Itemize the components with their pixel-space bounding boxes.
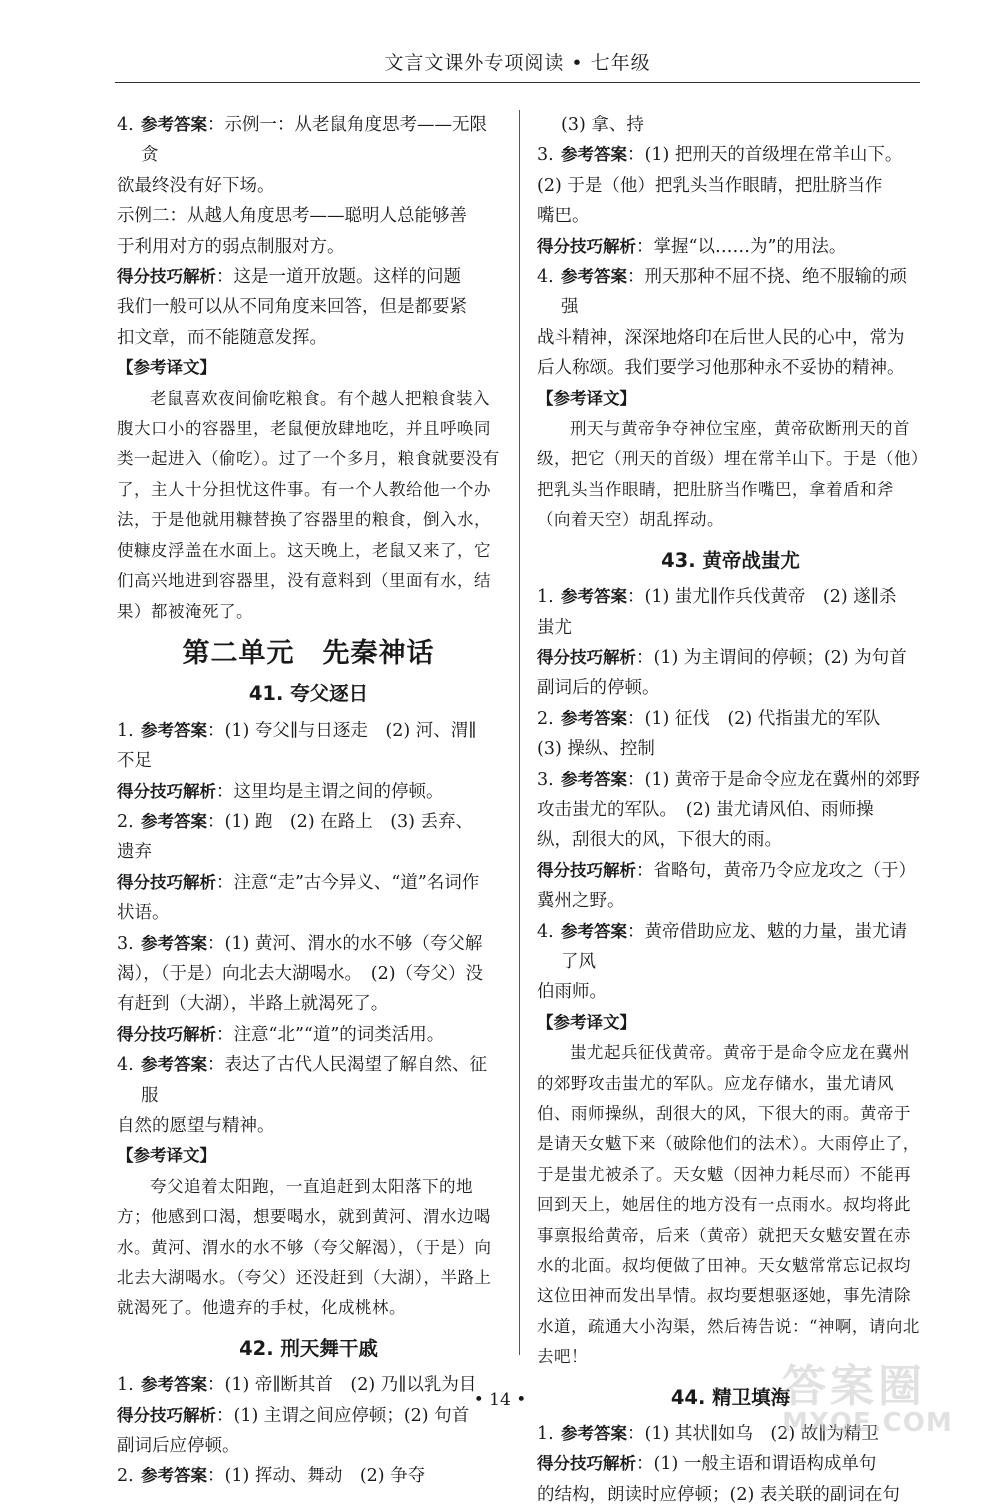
translation-tag: 【参考译文】 — [117, 1146, 216, 1166]
lesson-title: 43. 黄帝战蚩尤 — [661, 548, 800, 572]
answer-label: 参考答案 — [141, 115, 207, 134]
left-column — [117, 110, 500, 1492]
header-rule — [115, 82, 920, 83]
translation-text: 刑天与黄帝争夺神位宝座，黄帝砍断刑天的首级，把它（刑天的首级）埋在常羊山下。于是（他）把乳头当作眼睛，把肚脐当作嘴巴，拿着盾和斧（向着天空）胡乱挥动。 — [537, 419, 920, 530]
answer-continuation: (3) 拿、持 — [561, 115, 644, 135]
running-header: 文言文课外专项阅读 • 七年级 — [384, 52, 651, 74]
translation-tag: 【参考译文】 — [117, 358, 216, 378]
translation-tag: 【参考译文】 — [537, 1012, 636, 1032]
answer-item: 3. 参考答案：(1) 黄河、渭水的水不够（夸父解 渴），（于是）向北去大湖喝水。 (2)（夸父）没 有赶到（大湖），半路上就渴死了。 得分技巧解析：注意“北”“道”的词类活用。 — [117, 933, 484, 1045]
answer-item: 2. 参考答案：(1) 跑 (2) 在路上 (3) 丢弃、 遗弃 得分技巧解析：注意“走”古今异义、“道”名词作 状语。 — [117, 811, 480, 924]
answer-item: 3. 参考答案：(1) 黄帝于是命令应龙在冀州的郊野 攻击蚩尤的军队。 (2) 蚩尤请风伯、雨师操 纵，刮很大的风，下很大的雨。 得分技巧解析：省略句，黄帝乃令应龙攻之（于） 冀州之野。 — [537, 769, 920, 912]
answer-item: 3. 参考答案：(1) 把刑天的首级埋在常羊山下。 (2) 于是（他）把乳头当作眼睛，把肚脐当作 嘴巴。 得分技巧解析：掌握“以……为”的用法。 — [537, 145, 903, 257]
answer-item: 4. 参考答案：刑天那种不屈不挠、绝不服输的顽强 战斗精神，深深地烙印在后世人民的心中，常为 后人称颂。我们要学习他那种永不妥协的精神。 — [537, 267, 907, 379]
unit-title: 第二单元 先秦神话 — [182, 637, 435, 669]
translation-tag: 【参考译文】 — [537, 388, 636, 408]
translation-text: 蚩尤起兵征伐黄帝。黄帝于是命令应龙在冀州的郊野攻击蚩尤的军队。应龙存储水，蚩尤请风伯、雨师操纵，刮很大的风，下很大的雨。黄帝于是请天女魃下来（破除他们的法术）。大雨停止了，于是蚩尤被杀了。天女魃（因神力耗尽而）不能再回到天上，她居住的地方没有一点雨水。叔均将此事禀报给黄帝，后来（黄帝）就把天女魃安置在赤水的北面。叔均便做了田神。天女魃常常忘记叔均这位田神而发出旱情。叔均要想驱逐她，事先清除水道，疏通大小沟渠，然后祷告说：“神啊，请向北去吧！ — [537, 1043, 920, 1367]
answer-item: 2. 参考答案：(1) 挥动、舞动 (2) 争夺 — [117, 1466, 426, 1487]
answer-item: 4. 参考答案：黄帝借助应龙、魃的力量，蚩尤请了风 伯雨师。 — [537, 921, 907, 1003]
answer-item: 4. 参考答案：示例一：从老鼠角度思考——无限贪 欲最终没有好下场。 示例二：从越人角度思考——聪明人总能够善 于利用对方的弱点制服对方。 得分技巧解析：这是一道开放题。这样的问题 我们一般可以从不同角度来回答，但是都要紧 扣文章，而不能随意发挥。 — [117, 115, 487, 348]
answer-item: 2. 参考答案：(1) 征伐 (2) 代指蚩尤的军队 (3) 操纵、控制 — [537, 708, 881, 760]
answer-item: 1. 参考答案：(1) 帝∥断其首 (2) 乃∥以乳为目 得分技巧解析：(1) 主谓之间应停顿；(2) 句首 副词后应停顿。 — [117, 1375, 477, 1457]
right-column — [537, 110, 924, 1510]
translation-text: 夸父追着太阳跑，一直追赶到太阳落下的地方；他感到口渴，想要喝水，就到黄河、渭水边喝水。黄河、渭水的水不够（夸父解渴），（于是）向北去大湖喝水。（夸父）还没赶到（大湖），半路上就渴死了。他遗弃的手杖，化成桃林。 — [117, 1176, 492, 1318]
lesson-title: 42. 刑天舞干戚 — [239, 1336, 378, 1360]
answer-item: 1. 参考答案：(1) 蚩尤∥作兵伐黄帝 (2) 遂∥杀 蚩尤 得分技巧解析：(1) 为主谓间的停顿；(2) 为句首 副词后的停顿。 — [537, 587, 907, 699]
translation-text: 老鼠喜欢夜间偷吃粮食。有个越人把粮食装入腹大口小的容器里，老鼠便放肆地吃，并且呼唤同类一起进入（偷吃）。过了一个多月，粮食就要没有了，主人十分担忧这件事。有一个人教给他一个办法，于是他就用糠替换了容器里的粮食，倒入水，使糠皮浮盖在水面上。这天晚上，老鼠又来了，它们高兴地进到容器里，没有意料到（里面有水，结果）都被淹死了。 — [117, 388, 500, 621]
lesson-title: 44. 精卫填海 — [670, 1385, 791, 1409]
page-number: • 14 • — [473, 1390, 527, 1410]
column-divider — [519, 110, 520, 1355]
answer-item: 4. 参考答案：表达了古代人民渴望了解自然、征服 自然的愿望与精神。 — [117, 1055, 487, 1136]
answer-item: 1. 参考答案：(1) 夸父∥与日逐走 (2) 河、渭∥ 不足 得分技巧解析：这里均是主谓之间的停顿。 — [117, 720, 477, 802]
lesson-title: 41. 夸父逐日 — [248, 682, 369, 706]
watermark-logo: 答案圈 MXQE.COM — [782, 1361, 953, 1438]
answer-item: 1. 参考答案：(1) 其状∥如乌 (2) 故∥为精卫 得分技巧解析：(1) 一般主语和谓语构成单句 的结构，朗读时应停顿；(2) 表关联的副词在句 — [537, 1424, 900, 1505]
tip-label: 得分技巧解析 — [117, 267, 216, 287]
